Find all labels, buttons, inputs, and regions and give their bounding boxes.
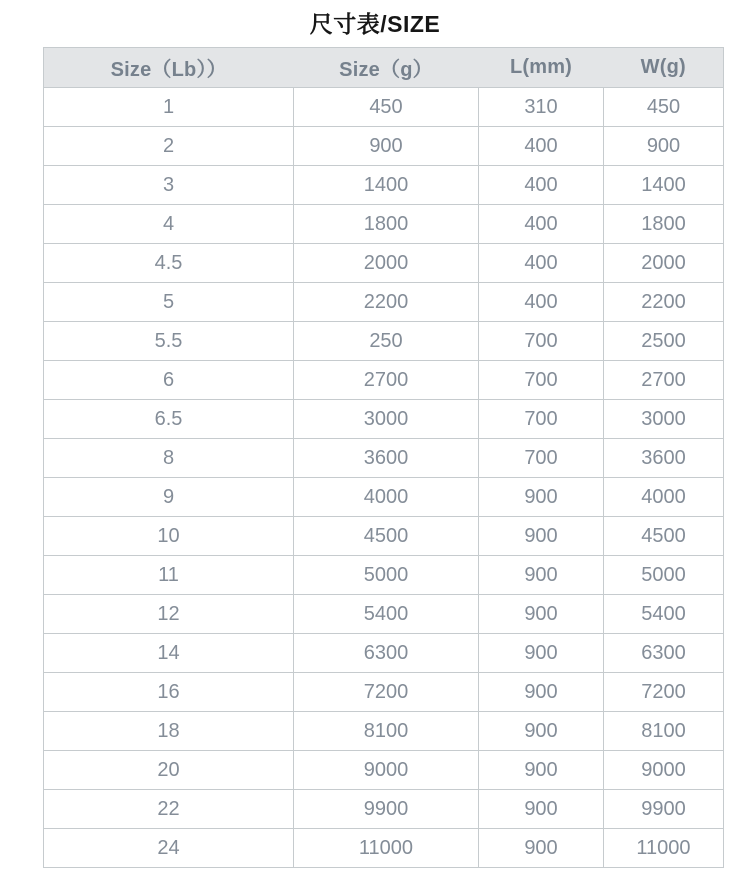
table-cell: 22: [44, 790, 294, 829]
table-row: [44, 244, 724, 283]
table-cell: 2000: [294, 244, 479, 283]
table-cell: 700: [479, 400, 604, 439]
table-cell: 6300: [604, 634, 724, 673]
table-cell: 6300: [294, 634, 479, 673]
table-cell: 2: [44, 127, 294, 166]
table-cell: 9900: [294, 790, 479, 829]
table-cell: 9000: [294, 751, 479, 790]
table-cell: 900: [479, 634, 604, 673]
table-row: [44, 634, 724, 673]
column-header-size-g: Size（g）: [294, 48, 479, 88]
table-row: [44, 322, 724, 361]
column-header-size-lb: Size（Lb））: [44, 48, 294, 88]
size-table-header: [44, 48, 724, 88]
table-cell: 7200: [294, 673, 479, 712]
table-cell: 2700: [294, 361, 479, 400]
table-cell: 900: [479, 595, 604, 634]
table-cell: 900: [294, 127, 479, 166]
table-cell: 4000: [294, 478, 479, 517]
table-cell: 3: [44, 166, 294, 205]
table-cell: 900: [479, 751, 604, 790]
table-row: [44, 556, 724, 595]
table-cell: 2200: [604, 283, 724, 322]
table-cell: 8: [44, 439, 294, 478]
table-cell: 700: [479, 361, 604, 400]
table-cell: 4: [44, 205, 294, 244]
table-cell: 250: [294, 322, 479, 361]
table-cell: 4500: [604, 517, 724, 556]
table-cell: 450: [294, 88, 479, 127]
table-cell: 5: [44, 283, 294, 322]
table-cell: 18: [44, 712, 294, 751]
table-cell: 2500: [604, 322, 724, 361]
table-cell: 7200: [604, 673, 724, 712]
table-row: [44, 205, 724, 244]
header-row: [44, 48, 724, 88]
table-cell: 3600: [604, 439, 724, 478]
table-cell: 11: [44, 556, 294, 595]
table-cell: 16: [44, 673, 294, 712]
table-row: [44, 790, 724, 829]
table-cell: 10: [44, 517, 294, 556]
table-cell: 20: [44, 751, 294, 790]
table-cell: 1400: [294, 166, 479, 205]
table-cell: 900: [479, 517, 604, 556]
table-row: [44, 478, 724, 517]
table-row: [44, 595, 724, 634]
table-cell: 5400: [294, 595, 479, 634]
table-cell: 5000: [604, 556, 724, 595]
column-header-l-mm: L(mm): [479, 48, 604, 88]
table-cell: 400: [479, 283, 604, 322]
table-cell: 700: [479, 439, 604, 478]
table-cell: 2700: [604, 361, 724, 400]
table-cell: 4500: [294, 517, 479, 556]
size-chart-title: 尺寸表/SIZE: [309, 11, 441, 37]
table-cell: 900: [479, 556, 604, 595]
table-row: [44, 127, 724, 166]
table-cell: 14: [44, 634, 294, 673]
table-cell: 900: [479, 829, 604, 868]
table-row: [44, 400, 724, 439]
table-row: [44, 166, 724, 205]
table-cell: 9: [44, 478, 294, 517]
table-row: [44, 673, 724, 712]
table-cell: 900: [479, 712, 604, 751]
table-cell: 1: [44, 88, 294, 127]
table-row: [44, 283, 724, 322]
table-cell: 900: [604, 127, 724, 166]
table-cell: 1400: [604, 166, 724, 205]
table-cell: 900: [479, 790, 604, 829]
table-cell: 12: [44, 595, 294, 634]
table-row: [44, 751, 724, 790]
table-cell: 450: [604, 88, 724, 127]
table-cell: 5.5: [44, 322, 294, 361]
table-cell: 400: [479, 166, 604, 205]
size-table: [43, 47, 724, 868]
table-cell: 5400: [604, 595, 724, 634]
table-cell: 3600: [294, 439, 479, 478]
column-header-w-g: W(g): [604, 48, 724, 88]
size-table-body: [44, 88, 724, 868]
table-cell: 11000: [604, 829, 724, 868]
table-cell: 3000: [604, 400, 724, 439]
table-cell: 11000: [294, 829, 479, 868]
table-cell: 1800: [294, 205, 479, 244]
table-cell: 6.5: [44, 400, 294, 439]
table-row: [44, 361, 724, 400]
table-cell: 2000: [604, 244, 724, 283]
table-cell: 2200: [294, 283, 479, 322]
table-row: [44, 829, 724, 868]
table-cell: 6: [44, 361, 294, 400]
table-cell: 8100: [294, 712, 479, 751]
table-cell: 310: [479, 88, 604, 127]
table-cell: 900: [479, 478, 604, 517]
table-cell: 400: [479, 205, 604, 244]
table-cell: 8100: [604, 712, 724, 751]
table-cell: 4000: [604, 478, 724, 517]
table-cell: 9000: [604, 751, 724, 790]
table-cell: 9900: [604, 790, 724, 829]
table-cell: 24: [44, 829, 294, 868]
table-cell: 400: [479, 244, 604, 283]
table-row: [44, 517, 724, 556]
table-row: [44, 712, 724, 751]
table-row: [44, 88, 724, 127]
table-cell: 1800: [604, 205, 724, 244]
table-cell: 400: [479, 127, 604, 166]
table-cell: 700: [479, 322, 604, 361]
table-row: [44, 439, 724, 478]
table-cell: 5000: [294, 556, 479, 595]
table-cell: 900: [479, 673, 604, 712]
table-cell: 4.5: [44, 244, 294, 283]
table-cell: 3000: [294, 400, 479, 439]
